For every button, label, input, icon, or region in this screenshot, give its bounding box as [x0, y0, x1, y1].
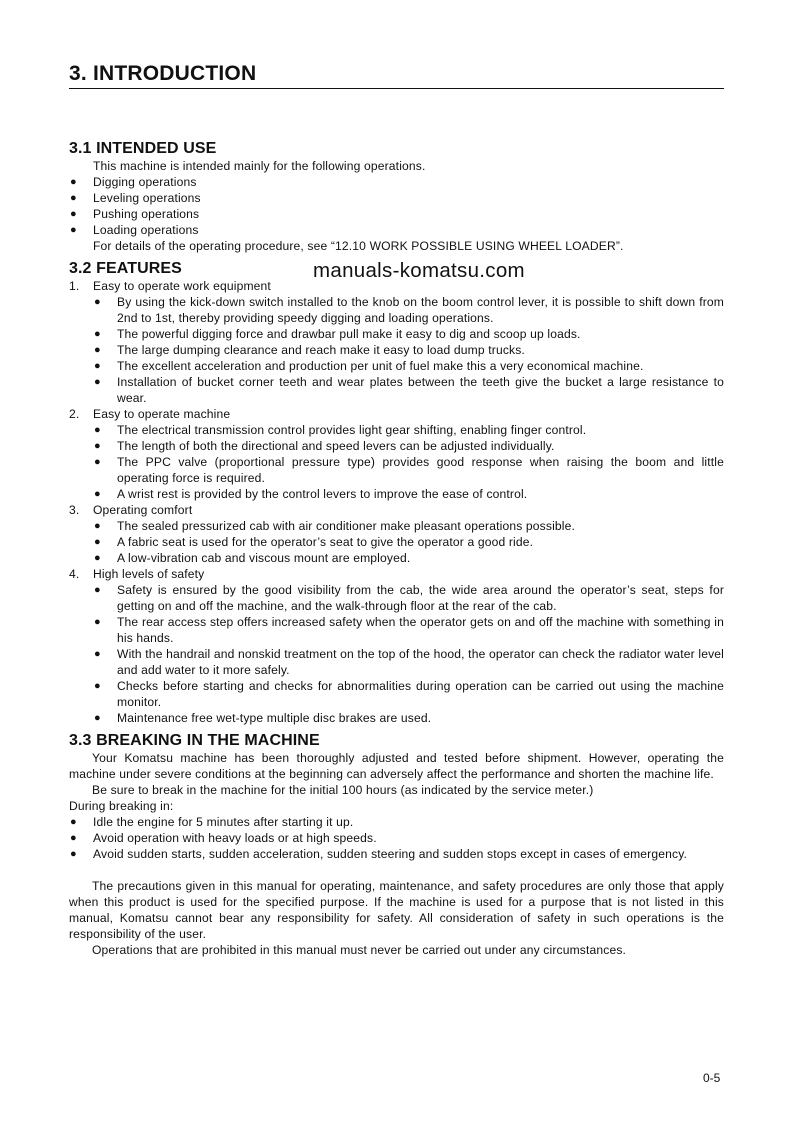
breaking-in-para2: Be sure to break in the machine for the initial 100 hours (as indicated by the service meter.): [92, 783, 594, 797]
list-item: ● The length of both the directional and speed levers can be adjusted individually.: [94, 439, 555, 453]
list-item: ● The PPC valve (proportional pressure type) provides good response when raising the boom and little operating force is required.: [94, 455, 724, 485]
feature-group-heading: 1. Easy to operate work equipment: [69, 279, 271, 293]
bullet-icon: ●: [94, 712, 101, 724]
during-breaking-in-label: During breaking in:: [69, 799, 174, 813]
feature-group-heading: 4. High levels of safety: [69, 567, 205, 581]
bullet-icon: ●: [94, 680, 101, 692]
bullet-icon: ●: [94, 552, 101, 564]
bullet-icon: ●: [94, 456, 101, 468]
list-item: ● Maintenance free wet-type multiple disc brakes are used.: [94, 711, 432, 725]
bullet-icon: ●: [94, 424, 101, 436]
list-item: ● Idle the engine for 5 minutes after starting it up.: [70, 815, 354, 829]
list-item: ● Safety is ensured by the good visibility from the cab, the wide area around the operator’s seat, steps for getting on and off the machine, and the walk-through floor at the rear of the cab.: [94, 583, 724, 613]
list-item: ● The large dumping clearance and reach make it easy to load dump trucks.: [94, 343, 525, 357]
breaking-in-para1: Your Komatsu machine has been thoroughly adjusted and tested before shipment. However, operating the machine under severe conditions at the beginning can adversely affect the performance and shorten the machine life.: [69, 751, 724, 781]
features-body: [69, 278, 724, 726]
list-item: ● Avoid sudden starts, sudden acceleration, sudden steering and sudden stops except in cases of emergency.: [70, 847, 687, 861]
precautions-paragraph: The precautions given in this manual for operating, maintenance, and safety procedures are only those that apply when this product is used for the specified purpose. If the machine is used for a purpose that is not listed in this manual, Komatsu cannot bear any responsibility for safety. All consideration of safety in such operations is the responsibility of the user.: [69, 879, 724, 941]
bullet-icon: ●: [70, 832, 77, 844]
intended-use-body: [69, 158, 724, 254]
bullet-icon: ●: [70, 224, 77, 236]
intended-use-details: For details of the operating procedure, see “12.10 WORK POSSIBLE USING WHEEL LOADER”.: [93, 239, 624, 253]
bullet-icon: ●: [94, 584, 101, 596]
bullet-icon: ●: [94, 648, 101, 660]
feature-group-heading: 2. Easy to operate machine: [69, 407, 231, 421]
intended-use-intro: This machine is intended mainly for the following operations.: [93, 159, 426, 173]
bullet-icon: ●: [70, 176, 77, 188]
prohibited-paragraph: Operations that are prohibited in this manual must never be carried out under any circumstances.: [92, 943, 627, 957]
list-item: ● A wrist rest is provided by the control levers to improve the ease of control.: [94, 487, 528, 501]
list-item: ● Installation of bucket corner teeth and wear plates between the teeth give the bucket a large resistance to wear.: [94, 375, 724, 405]
breaking-in-body: [69, 750, 724, 958]
list-item: ● A fabric seat is used for the operator’s seat to give the operator a good ride.: [94, 535, 534, 549]
bullet-icon: ●: [70, 848, 77, 860]
manual-page: [69, 60, 724, 958]
bullet-icon: ●: [70, 208, 77, 220]
list-item: ● Checks before starting and checks for abnormalities during operation can be carried out using the machine monitor.: [94, 679, 724, 709]
chapter-title: 3. INTRODUCTION: [69, 60, 724, 89]
bullet-icon: ●: [94, 536, 101, 548]
bullet-icon: ●: [94, 296, 101, 308]
list-item: ● Digging operations: [70, 175, 197, 189]
list-item: ● The sealed pressurized cab with air conditioner make pleasant operations possible.: [94, 519, 576, 533]
feature-group-heading: 3. Operating comfort: [69, 503, 193, 517]
bullet-icon: ●: [94, 616, 101, 628]
list-item: ● Pushing operations: [70, 207, 200, 221]
page-number: 0-5: [703, 1071, 721, 1085]
bullet-icon: ●: [94, 488, 101, 500]
list-item: ● The excellent acceleration and production per unit of fuel make this a very economical machine.: [94, 359, 644, 373]
bullet-icon: ●: [94, 376, 101, 388]
bullet-icon: ●: [94, 360, 101, 372]
section-title-intended-use: 3.1 INTENDED USE: [69, 140, 217, 157]
list-item: ● Leveling operations: [70, 191, 201, 205]
list-item: ● Avoid operation with heavy loads or at high speeds.: [70, 831, 377, 845]
list-item: ● The powerful digging force and drawbar pull make it easy to dig and scoop up loads.: [94, 327, 581, 341]
list-item: ● A low-vibration cab and viscous mount are employed.: [94, 551, 411, 565]
section-title-breaking-in: 3.3 BREAKING IN THE MACHINE: [69, 732, 320, 749]
list-item: ● The rear access step offers increased safety when the operator gets on and off the machine with something in his hands.: [94, 615, 724, 645]
list-item: ● By using the kick-down switch installed to the knob on the boom control lever, it is possible to shift down from 2nd to 1st, thereby providing speedy digging and loading operations.: [94, 295, 724, 325]
list-item: ● With the handrail and nonskid treatment on the top of the hood, the operator can check the radiator water level and add water to it more safely.: [94, 647, 724, 677]
section-title-features: 3.2 FEATURES: [69, 260, 182, 277]
bullet-icon: ●: [94, 520, 101, 532]
list-item: ● Loading operations: [70, 223, 199, 237]
bullet-icon: ●: [94, 328, 101, 340]
list-item: ● The electrical transmission control provides light gear shifting, enabling finger control.: [94, 423, 587, 437]
bullet-icon: ●: [70, 816, 77, 828]
bullet-icon: ●: [94, 344, 101, 356]
watermark-text: manuals-komatsu.com: [313, 259, 525, 282]
bullet-icon: ●: [70, 192, 77, 204]
bullet-icon: ●: [94, 440, 101, 452]
